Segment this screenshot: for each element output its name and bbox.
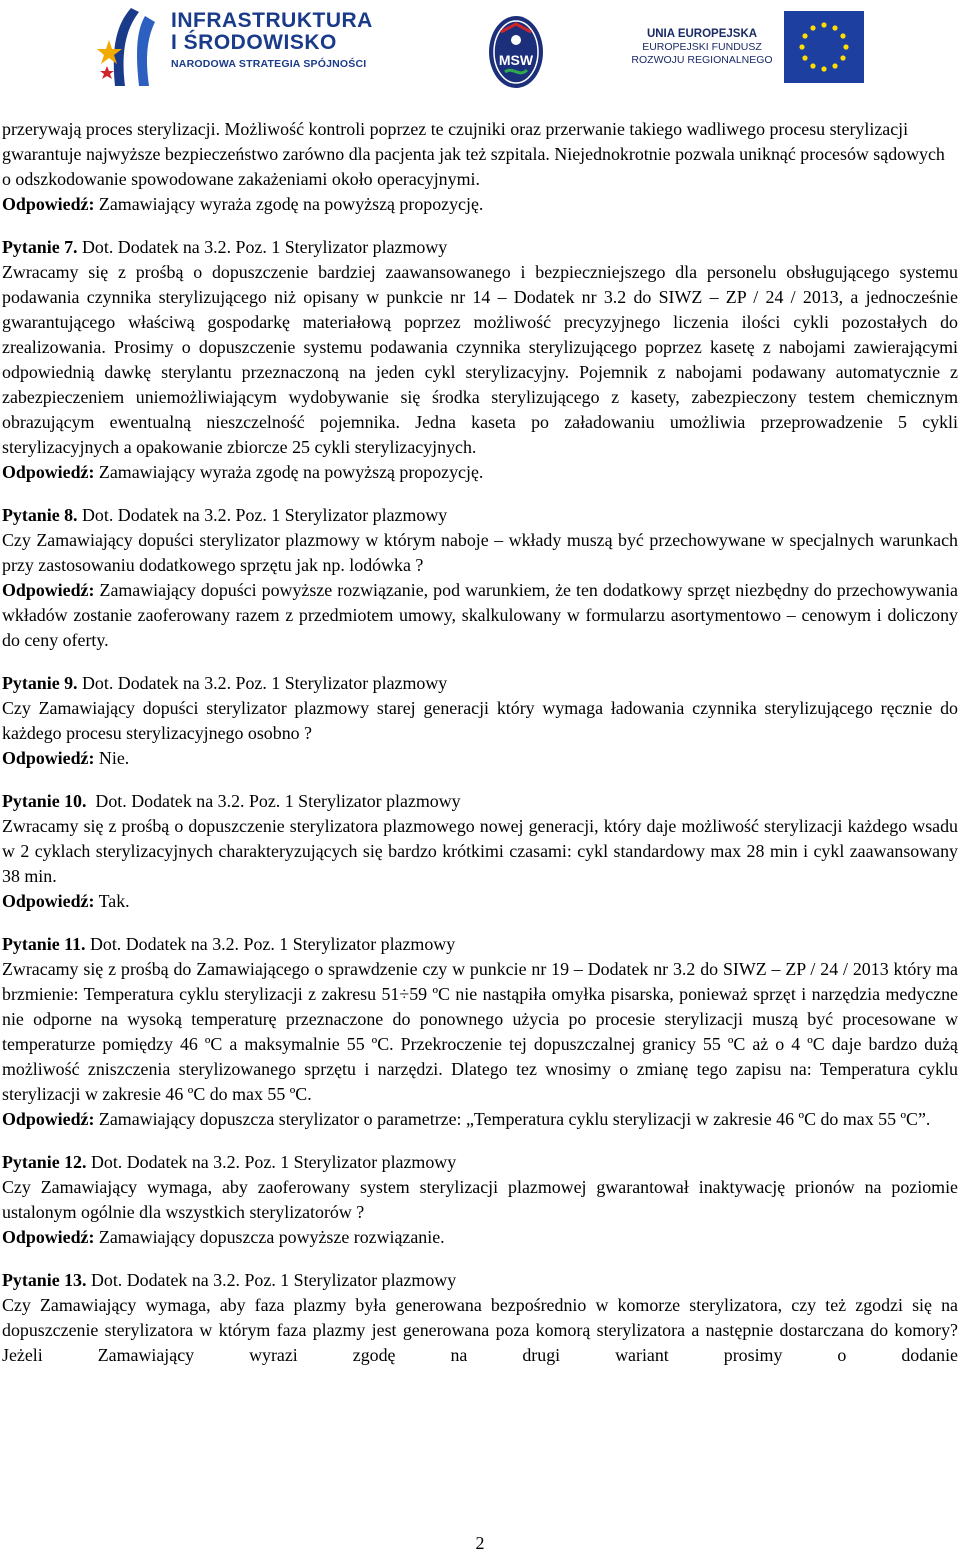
answer-label: Odpowiedź: [2,891,95,911]
question-label: Pytanie 7. [2,237,78,257]
question-ref: Dot. Dodatek na 3.2. Poz. 1 Sterylizator plazmowy [86,791,461,811]
logo-subtitle: NARODOWA STRATEGIA SPÓJNOŚCI [171,58,367,70]
logo-line-2: I ŚRODOWISKO [171,31,337,54]
question-11 [2,932,958,1132]
msw-emblem-logo [487,10,545,90]
eu-flag-icon [784,11,864,83]
answer-text: Zamawiający dopuszcza powyższe rozwiązanie. [94,1227,445,1247]
question-text: Czy Zamawiający wymaga, aby faza plazmy była generowana bezpośrednio w komorze sterylizatora, czy też zgodzi się na dopuszczenie sterylizatora w którym faza plazmy jest generowana poza komorą sterylizatora a następnie dostarczana do komory? Jeżeli Zamawiający wyrazi zgodę na drugi wariant prosimy o dodanie [2,1295,958,1365]
question-10 [2,789,958,914]
intro-answer [2,192,958,217]
question-8 [2,503,958,653]
question-answer [2,1225,958,1250]
page-number: 2 [475,1533,485,1553]
question-7 [2,235,958,485]
question-ref: Dot. Dodatek na 3.2. Poz. 1 Sterylizator plazmowy [86,1270,457,1290]
eu-line-1: UNIA EUROPEJSKA [646,28,758,40]
answer-label: Odpowiedź: [2,748,95,768]
question-heading [2,671,958,696]
answer-label: Odpowiedź: [2,462,95,482]
answer-text: Zamawiający wyraża zgodę na powyższą propozycję. [94,462,484,482]
question-answer [2,460,958,485]
page-header [0,0,960,98]
question-heading [2,235,958,260]
question-answer [2,889,958,914]
question-answer [2,746,958,771]
emblem-label: MSW [498,52,534,68]
infrastruktura-srodowisko-logo [97,6,372,90]
question-ref: Dot. Dodatek na 3.2. Poz. 1 Sterylizator plazmowy [85,934,456,954]
question-9 [2,671,958,771]
question-text: Czy Zamawiający wymaga, aby zaoferowany system sterylizacji plazmowej gwarantował inaktywację prionów na poziomie ustalonym ogólnie dla wszystkich sterylizatorów ? [2,1177,958,1222]
answer-text: Tak. [94,891,130,911]
question-heading [2,789,958,814]
question-answer [2,1107,958,1132]
question-text: Zwracamy się z prośbą o dopuszczenie bardziej zaawansowanego i bezpieczniejszego dla personelu obsługującego systemu podawania czynnika sterylizującego niż opisany w punkcie nr 14 – Dodatek nr 3.2 do SIWZ – ZP / 24 / 2013, a jednocześnie gwarantującego właściwą gospodarkę materiałową poprzez możliwość precyzyjnego liczenia ilości cykli pozostałych do zrealizowania. Prosimy o dopuszczenie systemu podawania czynnika sterylizującego poprzez kasetę z nabojami zawierającymi odpowiednią dawkę sterylantu przeznaczoną na jeden cykl sterylizacyjny. Pojemnik z nabojami podawany automatycznie z zabezpieczeniem uniemożliwiającym wydobywanie się środka sterylizującego z kasety, zabezpieczony testem chemicznym obrazującym ewentualną nieszczelność pojemnika. Jedna kaseta po załadowaniu umożliwia przeprowadzenie 5 cykli sterylizacyjnych a opakowanie zbiorcze 25 cykli sterylizacyjnych. [2,262,958,457]
intro-block [2,117,958,217]
question-ref: Dot. Dodatek na 3.2. Poz. 1 Sterylizator plazmowy [77,673,448,693]
question-ref: Dot. Dodatek na 3.2. Poz. 1 Sterylizator plazmowy [86,1152,457,1172]
question-label: Pytanie 9. [2,673,78,693]
question-ref: Dot. Dodatek na 3.2. Poz. 1 Sterylizator plazmowy [77,505,448,525]
answer-text: Zamawiający dopuszcza sterylizator o parametrze: „Temperatura cyklu sterylizacji w zakresie 46 ºC do max 55 ºC”. [94,1109,931,1129]
question-text: Czy Zamawiający dopuści sterylizator plazmowy starej generacji który wymaga ładowania czynnika sterylizującego ręcznie do każdego procesu sterylizacyjnego osobno ? [2,698,958,743]
answer-text: Zamawiający dopuści powyższe rozwiązanie, pod warunkiem, że ten dodatkowy sprzęt niezbędny do przechowywania wkładów zostanie zaoferowany razem z przedmiotem umowy, skalkulowany w formularzu asortymentowo – cenowym i doliczony do ceny oferty. [2,580,958,650]
question-label: Pytanie 13. [2,1270,87,1290]
answer-text: Nie. [94,748,130,768]
answer-label: Odpowiedź: [2,1109,95,1129]
answer-label: Odpowiedź: [2,1227,95,1247]
eu-fund-logo [602,3,864,87]
answer-label: Odpowiedź: [2,580,95,600]
question-12 [2,1150,958,1250]
emblem-icon [487,10,545,90]
answer-label: Odpowiedź: [2,194,95,214]
question-label: Pytanie 12. [2,1152,87,1172]
logo-line-1: INFRASTRUKTURA [171,9,373,32]
star-swoosh-icon [97,6,159,88]
question-text: Czy Zamawiający dopuści sterylizator plazmowy w którym naboje – wkłady muszą być przechowywane w specjalnych warunkach przy zastosowaniu dodatkowego sprzętu jak np. lodówka ? [2,530,958,575]
question-heading [2,1268,958,1293]
question-heading [2,932,958,957]
answer-text: Zamawiający wyraża zgodę na powyższą propozycję. [94,194,484,214]
question-label: Pytanie 11. [2,934,86,954]
question-text: Zwracamy się z prośbą do Zamawiającego o sprawdzenie czy w punkcie nr 19 – Dodatek nr 3.2 do SIWZ – ZP / 24 / 2013 który ma brzmienie: Temperatura cyklu sterylizacji z zakresu 51÷59 ºC nie nastąpiła omyłka pisarska, ponieważ sprzęt i narzędzia medyczne nie odporne na wysoką temperaturę przeznaczone do ponownego użycia po procesie sterylizacji muszą być procesowane w temperaturze pomiędzy 46 ºC a maksymalnie 55 ºC. Przekroczenie tej dopuszczalnej granicy 55 ºC aż o 4 ºC daje bardzo dużą możliwość zniszczenia sterylizowanego sprzętu i narzędzi. Dlatego tez wnosimy o zmianę tego zapisu na: Temperatura cyklu sterylizacji w zakresie 46 ºC do max 55 ºC. [2,959,958,1104]
question-text: Zwracamy się z prośbą o dopuszczenie sterylizatora plazmowego nowej generacji, który daje możliwość sterylizacji każdego wsadu w 2 cyklach sterylizacyjnych charakteryzujących się bardzo krótkimi czasami: cykl standardowy max 28 min i cykl zaawansowany 38 min. [2,816,958,886]
question-ref: Dot. Dodatek na 3.2. Poz. 1 Sterylizator plazmowy [77,237,448,257]
question-answer [2,578,958,653]
eu-line-3: ROZWOJU REGIONALNEGO [631,54,773,66]
document-body [2,117,958,1386]
eu-line-2: EUROPEJSKI FUNDUSZ [642,41,762,53]
question-heading [2,1150,958,1175]
question-13 [2,1268,958,1368]
question-heading [2,503,958,528]
intro-paragraph: przerywają proces sterylizacji. Możliwość kontroli poprzez te czujniki oraz przerwanie takiego wadliwego procesu sterylizacji gwarantuje najwyższe bezpieczeństwo zarówno dla pacjenta jak też szpitala. Niejednokrotnie pozwala uniknąć procesów sądowych o odszkodowanie spowodowane zakażeniami około operacyjnymi. [2,119,945,189]
question-label: Pytanie 8. [2,505,78,525]
question-label: Pytanie 10. [2,791,87,811]
